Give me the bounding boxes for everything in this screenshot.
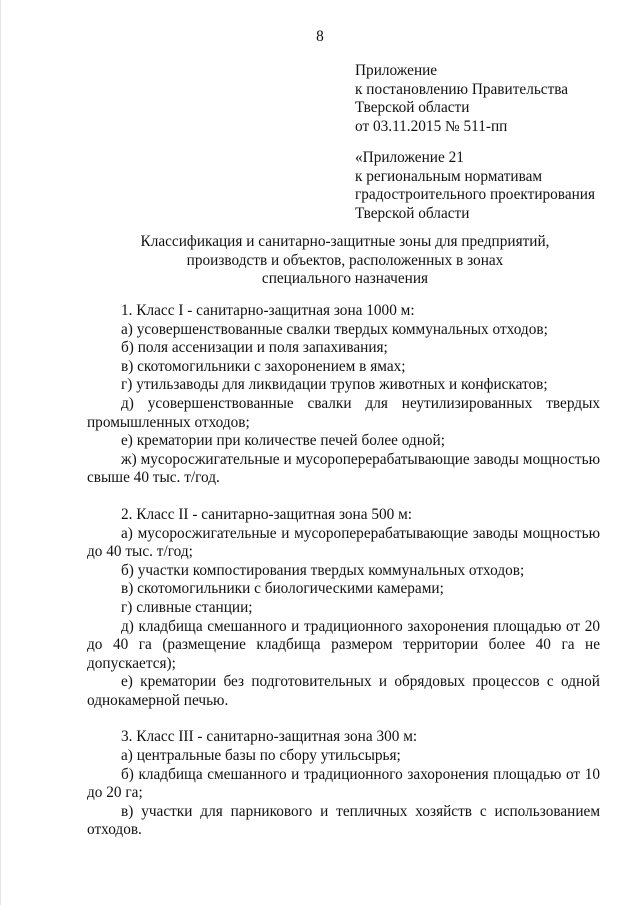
list-item: е) крематории при количестве печей более одной;: [121, 432, 445, 450]
list-item: а) мусоросжигательные и мусороперерабатывающие заводы мощностью до 40 тыс. т/год;: [87, 524, 600, 561]
list-item: а) центральные базы по сбору утильсырья;: [121, 747, 401, 765]
appendix-line: к постановлению Правительства: [355, 80, 569, 98]
list-item: ж) мусоросжигательные и мусороперерабатывающие заводы мощностью свыше 40 тыс. т/год.: [87, 450, 600, 487]
title-line: специального назначения: [261, 270, 429, 288]
page-number: 8: [316, 28, 324, 45]
appendix-line: Тверской области: [355, 99, 470, 117]
appendix-block: [355, 62, 625, 136]
appendix21-block: [355, 149, 625, 223]
appendix21-line: к региональным нормативам: [355, 167, 543, 185]
appendix21-line: Тверской области: [355, 204, 470, 222]
list-item: д) кладбища смешанного и традиционного захоронения площадью от 20 до 40 га (размещение кладбища размером территории более 40 га не допускается);: [87, 617, 600, 672]
appendix21-line: градостроительного проектирования: [355, 186, 596, 204]
appendix-line: Приложение: [355, 62, 438, 79]
list-item: б) участки компостирования твердых коммунальных отходов;: [121, 561, 525, 579]
list-item: д) усовершенствованные свалки для неутилизированных твердых промышленных отходов;: [87, 394, 600, 431]
list-item: в) участки для парникового и тепличных хозяйств с использованием отходов.: [87, 802, 600, 839]
list-item: в) скотомогильники с захоронением в ямах;: [121, 357, 406, 375]
list-item: е) крематории без подготовительных и обрядовых процессов с одной однокамерной печью.: [87, 673, 600, 709]
section-heading: 1. Класс I - санитарно-защитная зона 1000 м:: [121, 302, 415, 319]
appendix21-line: «Приложение 21: [355, 149, 464, 166]
title-line: Классификация и санитарно-защитные зоны для предприятий,: [140, 233, 550, 250]
title-line: производств и объектов, расположенных в зонах: [186, 251, 504, 269]
section-heading: 3. Класс III - санитарно-защитная зона 300 м:: [121, 728, 418, 746]
section-heading: 2. Класс II - санитарно-защитная зона 500 м:: [121, 505, 413, 523]
section-class-1: [87, 302, 600, 488]
list-item: б) поля ассенизации и поля запахивания;: [121, 339, 388, 357]
list-item: б) кладбища смешанного и традиционного захоронения площадью от 10 до 20 га;: [87, 765, 600, 802]
list-item: в) скотомогильники с биологическими камерами;: [121, 580, 444, 598]
section-class-2: [87, 506, 600, 711]
document-title: [110, 233, 580, 289]
document-body: [87, 302, 600, 840]
left-margin-line: [0, 0, 11, 905]
list-item: г) сливные станции;: [121, 598, 253, 616]
list-item: г) утильзаводы для ликвидации трупов животных и конфискатов;: [121, 376, 548, 394]
section-class-3: [87, 728, 600, 840]
list-item: а) усовершенствованные свалки твердых коммунальных отходов;: [121, 320, 548, 338]
appendix-line: от 03.11.2015 № 511-пп: [355, 117, 508, 135]
